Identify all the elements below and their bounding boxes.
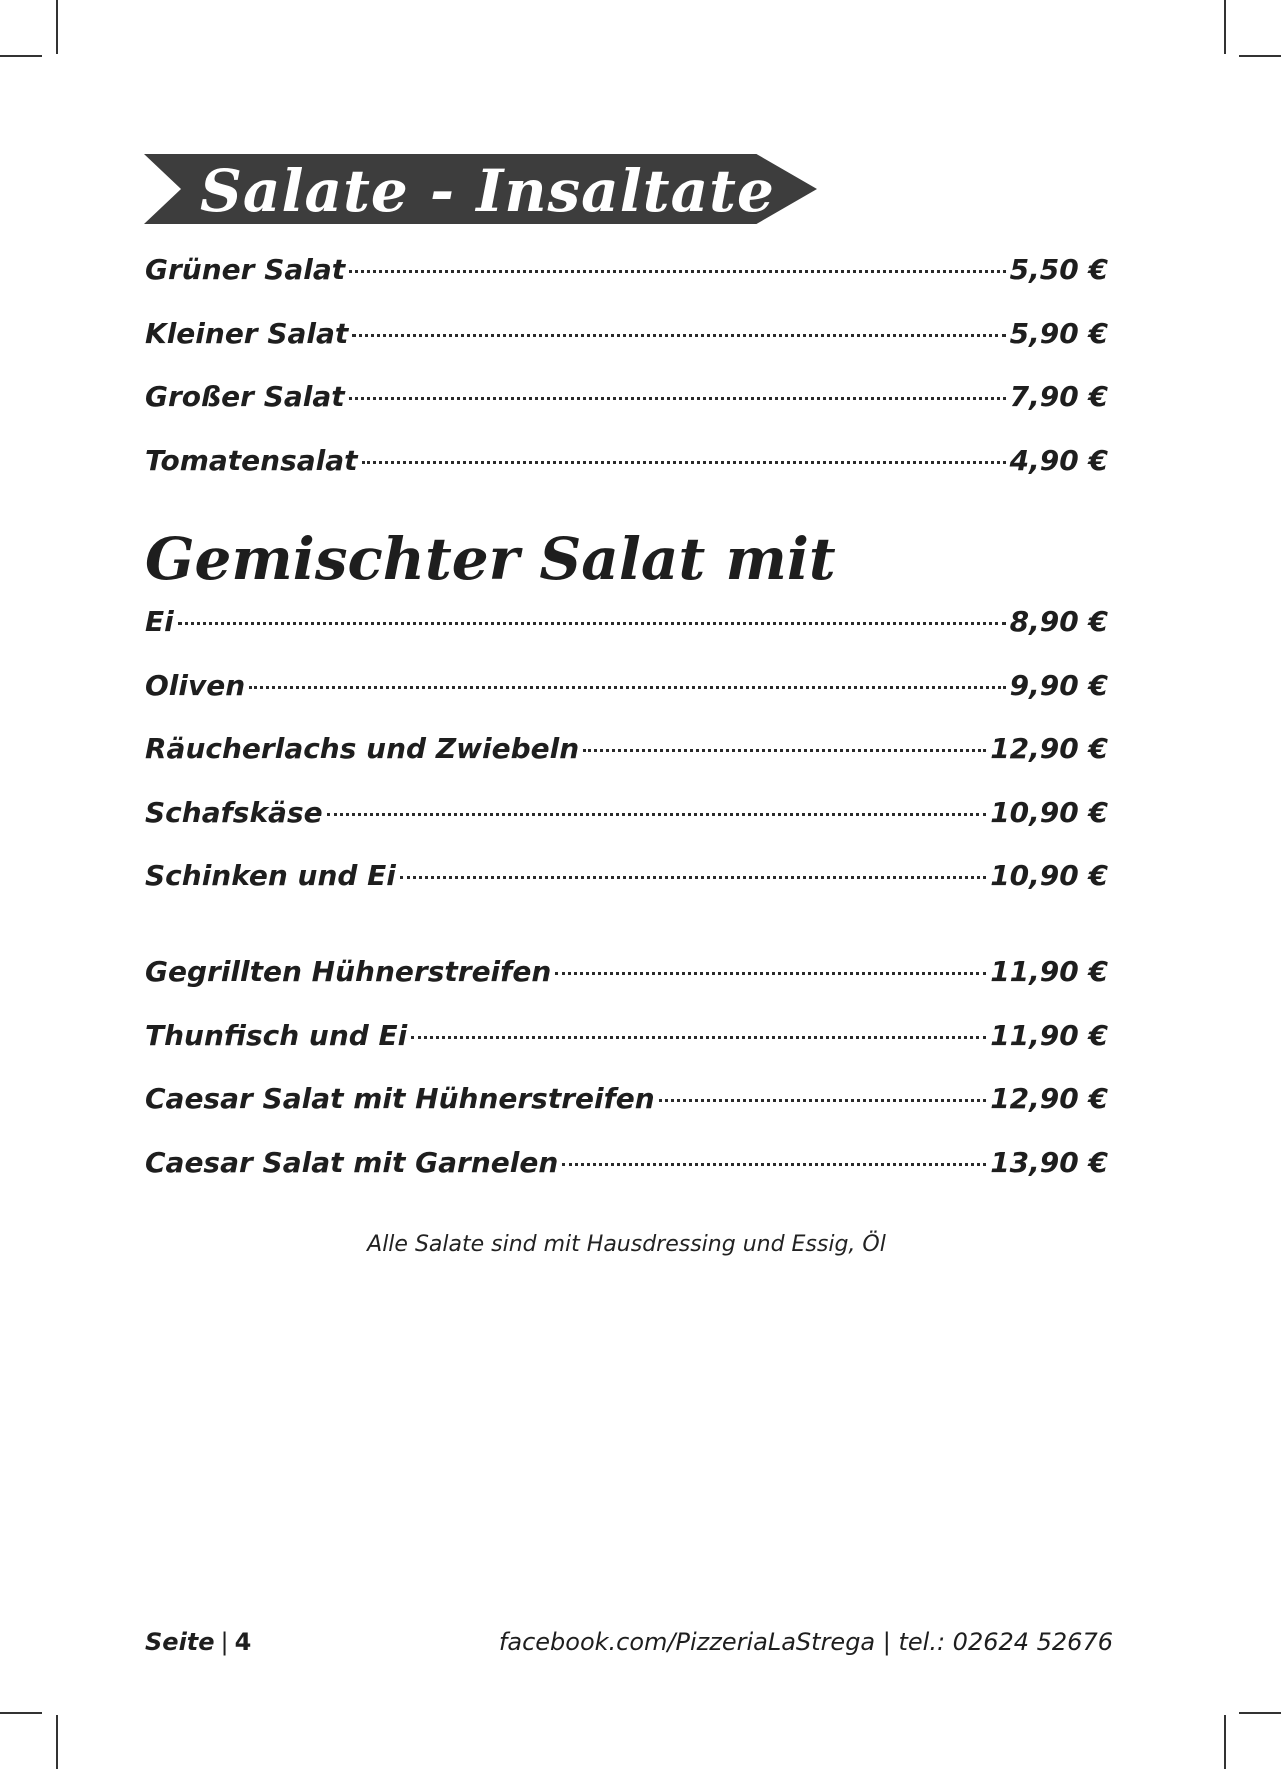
item-name: Kleiner Salat: [145, 316, 349, 350]
item-price: 12,90 €: [990, 732, 1108, 765]
menu-item: [145, 733, 1108, 765]
page-indicator: [145, 1628, 251, 1656]
dot-leader: [249, 686, 1005, 689]
section-title-salate: Salate - Insaltate: [200, 157, 775, 225]
menu-item: [145, 956, 1108, 988]
item-name: Grüner Salat: [145, 253, 346, 286]
dot-leader: [349, 270, 1006, 273]
item-name: Großer Salat: [145, 380, 345, 413]
menu-list-gemischt: [145, 606, 1108, 924]
menu-item: [145, 445, 1108, 477]
dot-leader: [178, 622, 1006, 625]
item-price: 13,90 €: [990, 1145, 1108, 1179]
item-name: Oliven: [145, 668, 246, 702]
item-name: Gegrillten Hühnerstreifen: [145, 955, 552, 988]
menu-item: [145, 670, 1108, 702]
crop-mark: [56, 1715, 58, 1769]
menu-item: [145, 797, 1108, 829]
crop-mark: [1239, 1712, 1281, 1714]
item-price: 9,90 €: [1009, 668, 1108, 702]
item-price: 11,90 €: [990, 1018, 1108, 1052]
menu-list-salate: [145, 254, 1108, 508]
item-price: 11,90 €: [990, 955, 1108, 988]
dot-leader: [362, 461, 1006, 464]
item-price: 4,90 €: [1009, 443, 1108, 477]
menu-item: [145, 381, 1108, 413]
item-price: 7,90 €: [1009, 380, 1108, 413]
section-title-gemischt: Gemischter Salat mit: [145, 525, 836, 593]
item-name: Ei: [145, 605, 174, 638]
menu-item: [145, 1020, 1108, 1052]
item-name: Schafskäse: [145, 795, 323, 829]
crop-mark: [0, 1712, 42, 1714]
dressing-note: Alle Salate sind mit Hausdressing und Essig, Öl: [367, 1232, 886, 1257]
page-number: 4: [234, 1628, 252, 1656]
crop-mark: [1224, 1715, 1226, 1769]
crop-mark: [1224, 0, 1226, 54]
dot-leader: [352, 334, 1005, 337]
crop-mark: [1239, 55, 1281, 57]
item-price: 12,90 €: [990, 1082, 1108, 1115]
item-price: 10,90 €: [990, 795, 1108, 829]
dot-leader: [327, 813, 987, 816]
page-label: Seite: [145, 1628, 215, 1656]
dot-leader: [583, 749, 986, 752]
item-name: Schinken und Ei: [145, 859, 396, 892]
crop-mark: [0, 55, 42, 57]
item-price: 5,50 €: [1009, 253, 1108, 286]
menu-item: [145, 254, 1108, 286]
item-price: 10,90 €: [990, 859, 1108, 892]
item-price: 5,90 €: [1009, 316, 1108, 350]
item-name: Caesar Salat mit Garnelen: [145, 1145, 559, 1179]
item-name: Räucherlachs und Zwiebeln: [145, 732, 580, 765]
footer-separator: |: [220, 1628, 229, 1656]
menu-item: [145, 318, 1108, 350]
menu-list-gemischt-extra: [145, 956, 1108, 1210]
crop-mark: [56, 0, 58, 54]
menu-item: [145, 860, 1108, 892]
dot-leader: [411, 1036, 986, 1039]
dot-leader: [562, 1163, 986, 1166]
dot-leader: [400, 876, 986, 879]
dot-leader: [659, 1099, 986, 1102]
item-price: 8,90 €: [1009, 605, 1108, 638]
dot-leader: [349, 397, 1006, 400]
item-name: Thunfisch und Ei: [145, 1018, 408, 1052]
menu-item: [145, 1083, 1108, 1115]
menu-item: [145, 606, 1108, 638]
menu-item: [145, 1147, 1108, 1179]
item-name: Caesar Salat mit Hühnerstreifen: [145, 1082, 655, 1115]
footer-contact: facebook.com/PizzeriaLaStrega | tel.: 02624 52676: [498, 1628, 1113, 1656]
dot-leader: [555, 972, 986, 975]
item-name: Tomatensalat: [145, 443, 358, 477]
